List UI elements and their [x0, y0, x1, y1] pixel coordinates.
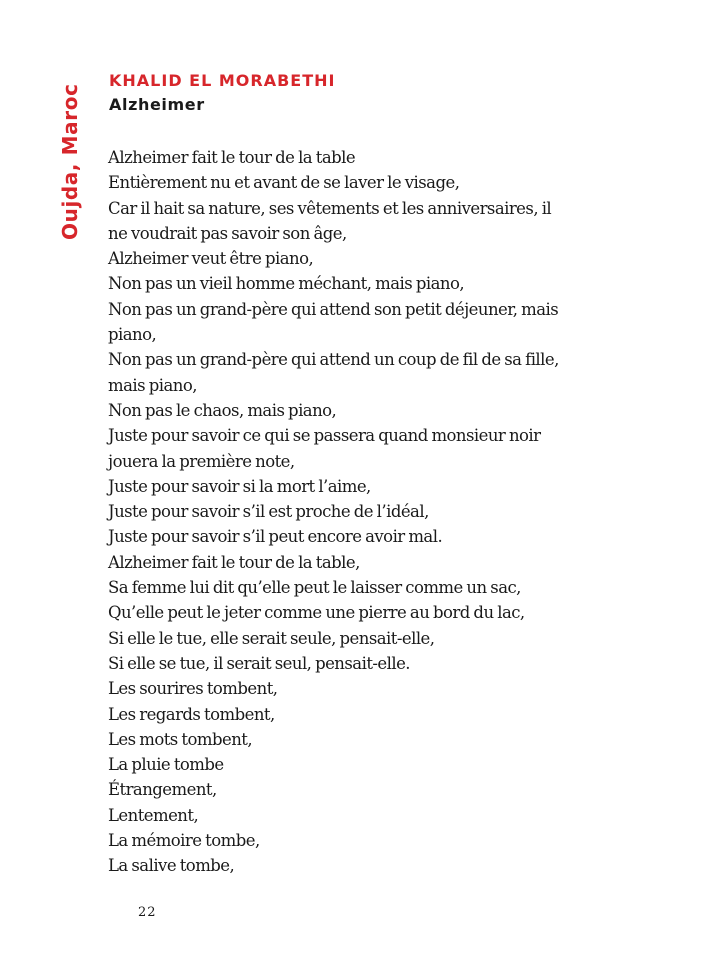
page-number: 22: [138, 905, 157, 920]
poem-line: Qu’elle peut le jeter comme une pierre au bord du lac,: [108, 603, 525, 623]
poem-line: Non pas le chaos, mais piano,: [108, 400, 337, 420]
poem-line: Juste pour savoir ce qui se passera quand monsieur noir: [108, 426, 541, 446]
poem-body: [108, 145, 668, 879]
poem-line: Non pas un grand-père qui attend un coup de fil de sa fille,: [108, 350, 559, 370]
poem-line: Les sourires tombent,: [108, 679, 278, 699]
poem-line: mais piano,: [108, 375, 197, 395]
poem-line: Si elle se tue, il serait seul, pensait-elle.: [108, 653, 410, 673]
location-label: Oujda, Maroc: [58, 83, 82, 240]
poem-title: Alzheimer: [109, 95, 205, 114]
poem-line: Si elle le tue, elle serait seule, pensait-elle,: [108, 628, 435, 648]
poem-line: La salive tombe,: [108, 856, 235, 876]
author-name: KHALID EL MORABETHI: [109, 71, 336, 90]
poem-line: jouera la première note,: [108, 451, 295, 471]
poem-line: Alzheimer fait le tour de la table: [108, 148, 356, 167]
poem-line: La pluie tombe: [108, 755, 224, 775]
poem-line: Sa femme lui dit qu’elle peut le laisser comme un sac,: [108, 578, 521, 598]
poem-line: Alzheimer veut être piano,: [108, 249, 314, 269]
poem-line: Alzheimer fait le tour de la table,: [108, 552, 360, 572]
poem-line: Entièrement nu et avant de se laver le visage,: [108, 173, 460, 193]
poem-line: Non pas un grand-père qui attend son petit déjeuner, mais: [108, 299, 559, 319]
poem-line: Juste pour savoir si la mort l’aime,: [108, 476, 371, 496]
poem-line: La mémoire tombe,: [108, 831, 260, 851]
poem-line: Non pas un vieil homme méchant, mais piano,: [108, 274, 465, 294]
poem-line: piano,: [108, 325, 157, 345]
poem-line: Juste pour savoir s’il est proche de l’idéal,: [108, 502, 429, 522]
poem-line: Car il hait sa nature, ses vêtements et les anniversaires, il: [108, 198, 552, 218]
poem-line: Étrangement,: [108, 780, 217, 800]
poem-line: Lentement,: [108, 805, 199, 825]
poem-line: Juste pour savoir s’il peut encore avoir mal.: [108, 527, 443, 547]
poem-line: Les regards tombent,: [108, 704, 275, 724]
poem-line: Les mots tombent,: [108, 729, 253, 749]
poem-line: ne voudrait pas savoir son âge,: [108, 223, 347, 243]
